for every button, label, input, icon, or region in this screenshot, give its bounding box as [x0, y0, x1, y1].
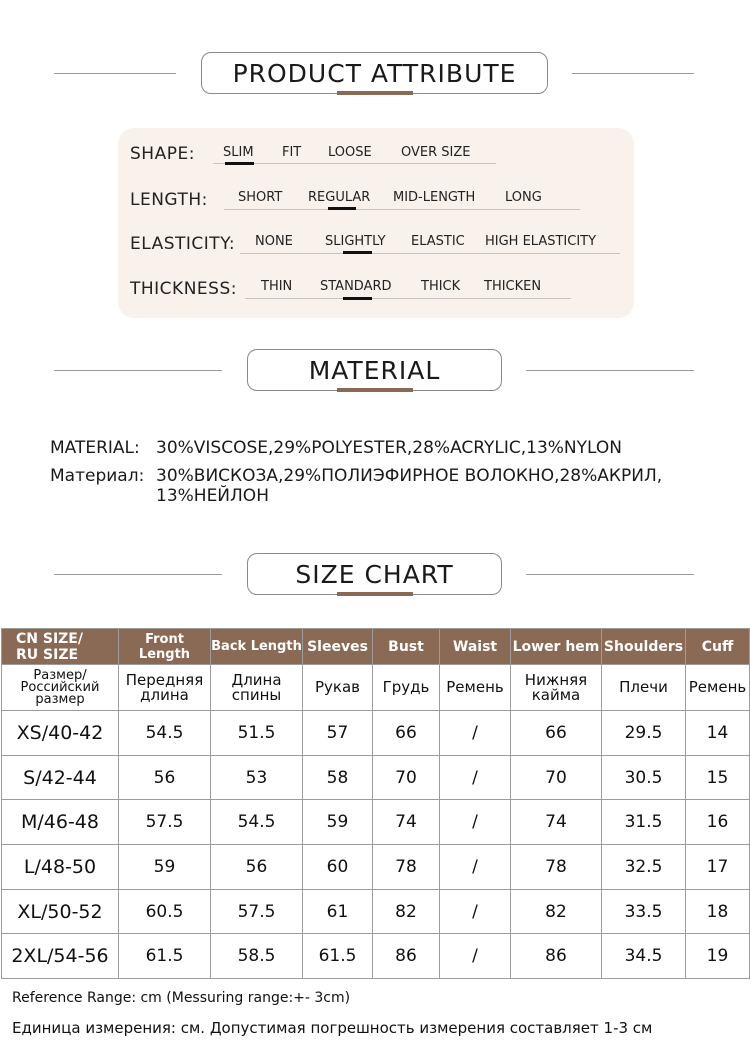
- table-row: [2, 934, 750, 979]
- measurement-cell: 61.5: [119, 934, 211, 979]
- ru-header-size-line1: Размер/: [33, 667, 87, 683]
- header-sleeves: Sleeves: [303, 629, 373, 665]
- size-chart-title: SIZE CHART: [295, 560, 454, 589]
- ru-header-cuff: [686, 665, 750, 711]
- ru-header-text: Грудь: [382, 678, 430, 696]
- measurement-cell: 57.5: [211, 889, 303, 934]
- ru-header-text: кайма: [531, 685, 581, 704]
- attr-option-short: SHORT: [238, 190, 283, 205]
- attr-baseline-length: [224, 209, 580, 210]
- measurement-cell: 66: [511, 711, 602, 756]
- material-ru-value-line2: 13%НЕЙЛОН: [156, 486, 269, 506]
- table-row: [2, 889, 750, 934]
- product-attribute-heading: [201, 52, 548, 94]
- measurement-cell: /: [440, 845, 511, 890]
- attr-baseline-elasticity: [240, 253, 620, 254]
- measurement-cell: 54.5: [211, 800, 303, 845]
- ru-header-sleeves: [303, 665, 373, 711]
- ru-header-size-line3: размер: [35, 691, 85, 707]
- attr-label-elasticity: ELASTICITY:: [130, 234, 236, 254]
- attr-selected-marker-elasticity: [343, 251, 372, 254]
- measurement-cell: 82: [511, 889, 602, 934]
- measurement-cell: 31.5: [602, 800, 686, 845]
- size-cell: L/48-50: [2, 845, 119, 890]
- attr-option-thick: THICK: [421, 279, 461, 294]
- size-chart-table: [1, 628, 750, 979]
- measurement-cell: 86: [373, 934, 440, 979]
- ru-header-text: Ремень: [446, 678, 504, 696]
- measurement-cell: 59: [303, 800, 373, 845]
- size-cell: XL/50-52: [2, 889, 119, 934]
- size-cell: 2XL/54-56: [2, 934, 119, 979]
- header-shoulders: Shoulders: [602, 629, 686, 665]
- measurement-cell: 19: [686, 934, 750, 979]
- ru-header-text: Плечи: [619, 678, 668, 696]
- header-lower-hem: Lower hem: [511, 629, 602, 665]
- measurement-cell: 59: [119, 845, 211, 890]
- attr-label-thickness: THICKNESS:: [130, 279, 237, 299]
- material-en-label: MATERIAL:: [50, 438, 140, 458]
- ru-header-text: Нижняя: [524, 670, 588, 689]
- attr-option-high-elasticity: HIGH ELASTICITY: [485, 234, 597, 249]
- measurement-cell: 17: [686, 845, 750, 890]
- measurement-cell: 34.5: [602, 934, 686, 979]
- measurement-cell: 70: [373, 755, 440, 800]
- ru-header-text: Ремень: [688, 678, 747, 696]
- attr-baseline-shape: [213, 163, 496, 164]
- attr-option-slightly: SLIGHTLY: [325, 234, 386, 249]
- section-divider-right: [572, 73, 694, 74]
- measurement-cell: 78: [373, 845, 440, 890]
- table-row: [2, 711, 750, 756]
- measurement-cell: 54.5: [119, 711, 211, 756]
- measurement-cell: /: [440, 934, 511, 979]
- attr-selected-marker-thickness: [343, 297, 372, 300]
- measurement-cell: 32.5: [602, 845, 686, 890]
- attr-label-shape: SHAPE:: [130, 144, 195, 164]
- attr-option-regular: REGULAR: [308, 190, 371, 205]
- measurement-cell: /: [440, 889, 511, 934]
- ru-header-text: длина: [140, 685, 189, 704]
- header-cuff: Cuff: [686, 629, 750, 665]
- ru-header-size-line2: Российский: [20, 679, 100, 695]
- ru-header-back-length: [211, 665, 303, 711]
- ru-header-text: Длина: [231, 670, 282, 689]
- ru-header-front-length: [119, 665, 211, 711]
- measurement-cell: 61.5: [303, 934, 373, 979]
- section-divider-left: [54, 73, 176, 74]
- material-ru-label: Материал:: [50, 466, 145, 486]
- measurement-cell: 14: [686, 711, 750, 756]
- ru-header-text: Рукав: [314, 678, 360, 696]
- size-rows-body: [2, 711, 750, 979]
- attr-option-mid-length: MID-LENGTH: [393, 190, 476, 205]
- measurement-cell: 51.5: [211, 711, 303, 756]
- measurement-cell: 58.5: [211, 934, 303, 979]
- measurement-cell: /: [440, 755, 511, 800]
- measurement-cell: 61: [303, 889, 373, 934]
- measurement-cell: 70: [511, 755, 602, 800]
- table-row: [2, 800, 750, 845]
- heading-accent-bar: [337, 388, 413, 392]
- measurement-cell: 60.5: [119, 889, 211, 934]
- ru-header-text: Передняя: [125, 670, 204, 689]
- section-divider-right: [526, 574, 694, 575]
- attr-label-length: LENGTH:: [130, 190, 208, 210]
- measurement-cell: 86: [511, 934, 602, 979]
- material-ru-row: [50, 466, 740, 510]
- table-ru-header-row: [2, 665, 750, 711]
- measurement-cell: 30.5: [602, 755, 686, 800]
- header-cn-size-line2: RU SIZE: [16, 646, 79, 663]
- measurement-cell: 74: [511, 800, 602, 845]
- measurement-cell: 56: [211, 845, 303, 890]
- measurement-cell: 78: [511, 845, 602, 890]
- measurement-cell: 53: [211, 755, 303, 800]
- measurement-cell: /: [440, 800, 511, 845]
- table-row: [2, 755, 750, 800]
- material-en-row: [50, 438, 740, 460]
- measurement-cell: 82: [373, 889, 440, 934]
- ru-header-waist: [440, 665, 511, 711]
- header-back-length: Back Length: [211, 629, 303, 665]
- reference-range-en: Reference Range: cm (Messuring range:+- 3cm): [12, 990, 351, 1006]
- header-cn-size-line1: CN SIZE/: [16, 630, 83, 647]
- section-divider-left: [54, 370, 222, 371]
- ru-header-bust: [373, 665, 440, 711]
- attr-option-elastic: ELASTIC: [411, 234, 465, 249]
- material-heading: [247, 349, 502, 391]
- material-title: MATERIAL: [308, 356, 441, 385]
- measurement-cell: 56: [119, 755, 211, 800]
- attr-selected-marker-length: [328, 207, 356, 210]
- ru-header-text: спины: [231, 685, 282, 704]
- attr-option-thin: THIN: [261, 279, 293, 294]
- measurement-cell: 33.5: [602, 889, 686, 934]
- attr-option-none: NONE: [255, 234, 293, 249]
- header-front-length: Front Length: [119, 629, 211, 665]
- heading-accent-bar: [337, 592, 413, 596]
- table-header-row: [2, 629, 750, 665]
- attr-option-thicken: THICKEN: [484, 279, 542, 294]
- product-attribute-title: PRODUCT ATTRIBUTE: [232, 59, 517, 88]
- ru-header-shoulders: [602, 665, 686, 711]
- measurement-cell: 57.5: [119, 800, 211, 845]
- section-divider-left: [54, 574, 222, 575]
- attr-selected-marker-shape: [225, 162, 254, 165]
- header-cn-ru-size: [2, 629, 119, 665]
- header-bust: Bust: [373, 629, 440, 665]
- measurement-cell: 66: [373, 711, 440, 756]
- reference-range-ru: Единица измерения: см. Допустимая погрешность измерения составляет 1-3 см: [12, 1019, 653, 1037]
- measurement-cell: 74: [373, 800, 440, 845]
- measurement-cell: 29.5: [602, 711, 686, 756]
- ru-header-lower-hem: [511, 665, 602, 711]
- measurement-cell: 18: [686, 889, 750, 934]
- header-waist: Waist: [440, 629, 511, 665]
- measurement-cell: /: [440, 711, 511, 756]
- attr-option-over-size: OVER SIZE: [401, 145, 471, 160]
- ru-header-size: [2, 665, 119, 711]
- size-chart-heading: [247, 553, 502, 595]
- measurement-cell: 60: [303, 845, 373, 890]
- size-cell: XS/40-42: [2, 711, 119, 756]
- attr-option-slim: SLIM: [223, 145, 254, 160]
- attr-baseline-thickness: [245, 298, 571, 299]
- attr-option-long: LONG: [505, 190, 542, 205]
- attr-option-fit: FIT: [282, 145, 302, 160]
- material-en-value: 30%VISCOSE,29%POLYESTER,28%ACRYLIC,13%NYLON: [156, 438, 622, 458]
- attr-option-standard: STANDARD: [320, 279, 392, 294]
- size-cell: S/42-44: [2, 755, 119, 800]
- material-ru-value-line1: 30%ВИСКОЗА,29%ПОЛИЭФИРНОЕ ВОЛОКНО,28%АКРИЛ,: [156, 466, 663, 486]
- table-row: [2, 845, 750, 890]
- measurement-cell: 15: [686, 755, 750, 800]
- measurement-cell: 16: [686, 800, 750, 845]
- section-divider-right: [526, 370, 694, 371]
- heading-accent-bar: [337, 91, 413, 95]
- attr-option-loose: LOOSE: [328, 145, 372, 160]
- size-cell: M/46-48: [2, 800, 119, 845]
- measurement-cell: 58: [303, 755, 373, 800]
- measurement-cell: 57: [303, 711, 373, 756]
